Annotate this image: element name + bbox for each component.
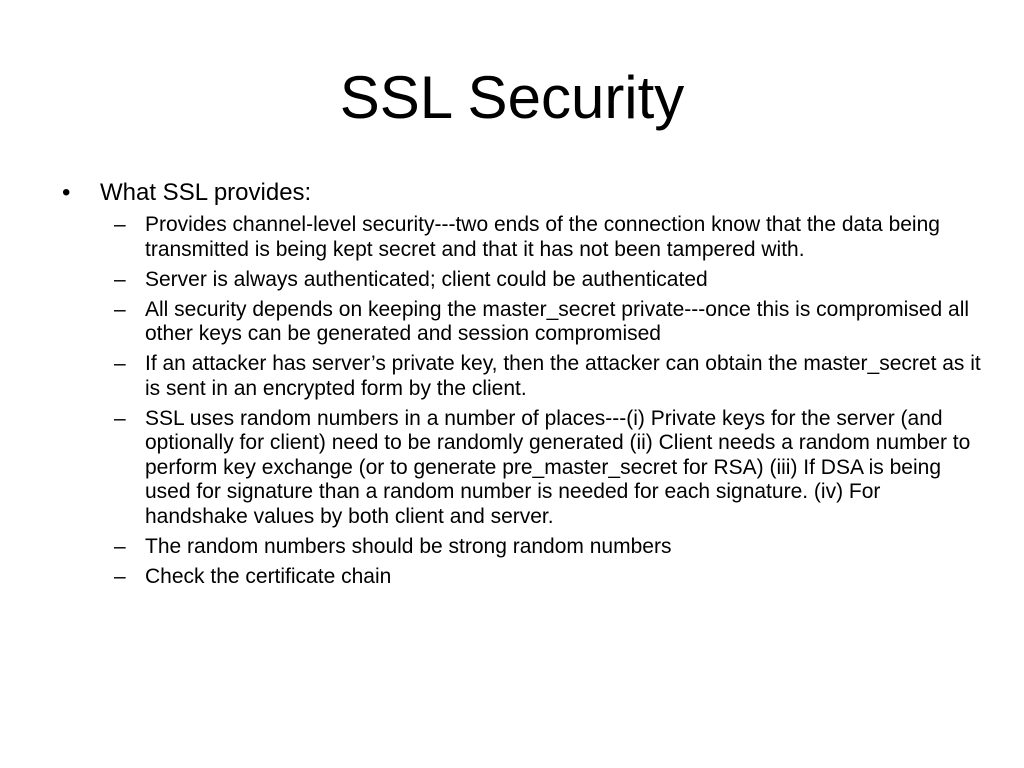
sub-bullet-item [100,213,982,262]
sub-bullet-text: Server is always authenticated; client could be authenticated [145,267,708,291]
sub-bullet-text: The random numbers should be strong random numbers [145,534,672,558]
dash-marker: – [114,352,126,375]
sub-bullet-item [100,298,982,347]
dash-marker: – [114,267,126,291]
sub-bullet-text: Provides channel-level security---two ends of the connection know that the data being transmitted is being kept secret and that it has not been tampered with. [145,213,940,261]
dash-marker: – [114,534,126,558]
sub-bullet-text: SSL uses random numbers in a number of places---(i) Private keys for the server (and optionally for client) need to be randomly generated (ii) Client needs a random number to perform key exchange (or to generate pre_master_secret for RSA) (iii) If DSA is being used for signature than a random number is needed for each signature. (iv) For handshake values by both client and server. [145,406,971,528]
sub-bullet-list [100,213,982,589]
dash-marker: – [114,297,126,321]
sub-bullet-text: Check the certificate chain [145,564,392,588]
bullet-item [62,177,982,589]
slide-title: SSL Security [339,64,685,131]
sub-bullet-text: All security depends on keeping the master_secret private---once this is compromised all other keys can be generated and session compromised [145,297,970,345]
sub-bullet-item [100,352,982,401]
sub-bullet-item [100,407,982,530]
bullet-text: What SSL provides: [100,179,312,206]
bullet-list [62,177,982,595]
dash-marker: – [114,406,126,430]
dash-marker: – [114,213,126,236]
sub-bullet-item [100,535,982,560]
sub-bullet-item [100,268,982,293]
sub-bullet-item [100,565,982,590]
dash-marker: – [114,564,126,588]
sub-bullet-text: If an attacker has server’s private key, then the attacker can obtain the master_secret as it is sent in an encrypted form by the client. [145,352,981,400]
bullet-marker: • [62,179,71,206]
